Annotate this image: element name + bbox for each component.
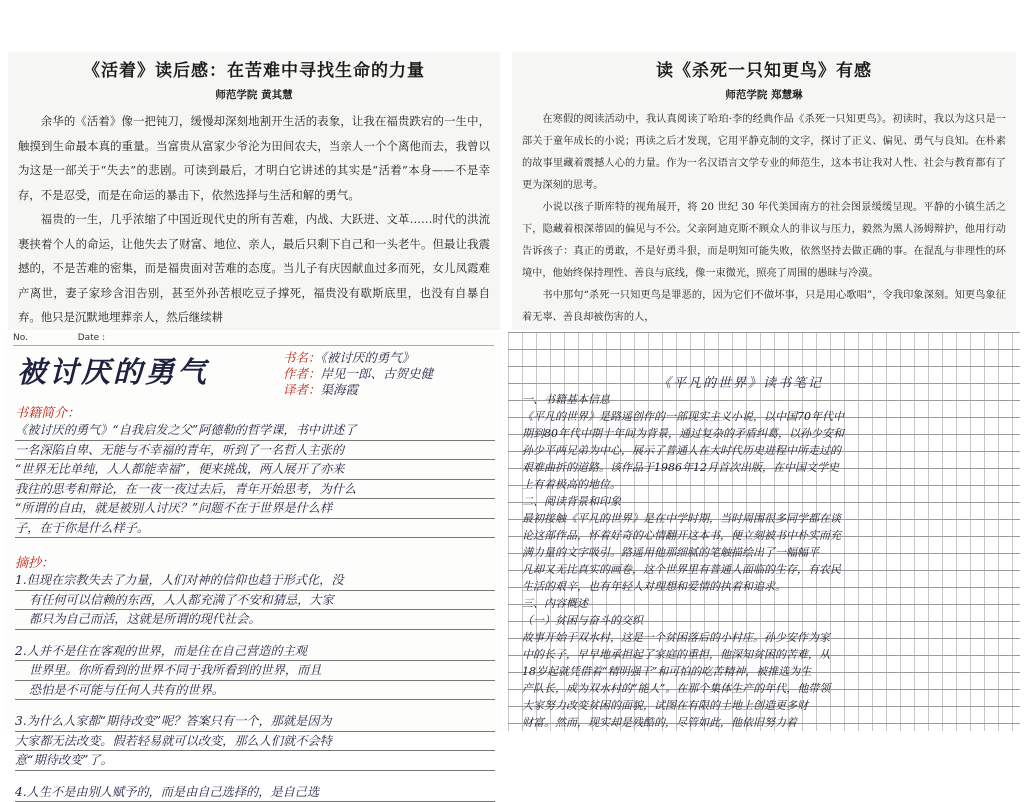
intro-line: 一名深陷自卑、无能与不幸福的青年，听到了一名哲人主张的 <box>15 441 495 461</box>
excerpt-line: 1.但现在宗教失去了力量，人们对神的信仰也趋于形式化，没 <box>15 571 495 591</box>
essay-title: 《活着》读后感：在苦难中寻找生命的力量 <box>18 56 490 81</box>
essay-to-live <box>8 52 500 330</box>
grid-line: 一、书籍基本信息 <box>522 391 1014 408</box>
essay-paragraph: 余华的《活着》像一把钝刀，缓慢却深刻地割开生活的表象，让我在福贵跌宕的一生中，触摸到生命最本真的重量。当富贵从富家少爷沦为田间农夫，当亲人一个个离他而去，我曾以为这是一部关于“失去”的悲剧。可读到最后，才明白它讲述的其实是“活着”本身——不是幸存，不是忍受，而是在命运的暴击下，依然选择与生活和解的勇气。 <box>18 109 490 207</box>
essay-paragraph: 书中那句“杀死一只知更鸟是罪恶的，因为它们不做坏事，只是用心歌唱”，令我印象深刻。知更鸟象征着无辜、善良却被伤害的人， <box>522 285 1006 329</box>
intro-line: 我往的思考和辩论，在一夜一夜过去后，青年开始思考，为什么 <box>15 480 495 500</box>
excerpt-line: 3.为什么人家都“期待改变”呢？答案只有一个，那就是因为 <box>15 712 495 732</box>
essay-paragraph: 福贵的一生，几乎浓缩了中国近现代史的所有苦难，内战、大跃进、文革……时代的洪流裹挟着个人的命运，让他失去了财富、地位、亲人，最后只剩下自己和一头老牛。但最让我震撼的，不是苦难的密集，而是福贵面对苦难的态度。当儿子有庆因献血过多而死，女儿凤霞难产离世，妻子家珍含泪告别，甚至外孙苦根吃豆子撑死，福贵没有歇斯底里，也没有自暴自弃。他只是沉默地埋葬亲人，然后继续耕 <box>18 207 490 330</box>
grid-line: 《平凡的世界》是路遥创作的一部现实主义小说，以中国70年代中 <box>522 408 1014 425</box>
grid-line: （一）贫困与奋斗的交织 <box>522 612 1014 629</box>
meta-row: 书名：《被讨厌的勇气》 <box>283 350 433 366</box>
intro-line: 《被讨厌的勇气》“自我启发之父”阿德勒的哲学课，书中讲述了 <box>15 421 495 441</box>
essay-title: 读《杀死一只知更鸟》有感 <box>522 56 1006 81</box>
excerpt-line: 有任何可以信赖的东西，人人都充满了不安和猜忌，大家 <box>15 591 495 611</box>
grid-line: 大家努力改变贫困的面貌，试图在有限的土地上创造更多财 <box>522 697 1014 714</box>
meta-row: 作者：岸见一郎、古贺史健 <box>283 366 433 382</box>
note-body <box>15 402 495 802</box>
grid-line: 满力量的文字吸引。路遥用他那细腻的笔触描绘出了一幅幅平 <box>522 544 1014 561</box>
essay-author: 师范学院 郑慧琳 <box>522 87 1006 102</box>
grid-line: 故事开始于双水村，这是一个贫困落后的小村庄。孙少安作为家 <box>522 629 1014 646</box>
intro-line: “世界无比单纯，人人都能幸福”，便来挑战，两人展开了亦来 <box>15 460 495 480</box>
meta-row: 译者：渠海霞 <box>283 382 433 398</box>
grid-line: 生活的艰辛，也有年轻人对理想和爱情的执着和追求。 <box>522 578 1014 595</box>
grid-line: 凡却又无比真实的画卷，这个世界里有普通人面临的生存，有农民 <box>522 561 1014 578</box>
note-courage-to-be-disliked <box>5 332 502 731</box>
excerpt-line: 都只为自己而活，这就是所谓的现代社会。 <box>15 610 495 630</box>
grid-line: 二、阅读背景和印象 <box>522 493 1014 510</box>
grid-line: 18岁起就凭借着“精明强干”和可怕的吃苦精神，被推选为生 <box>522 663 1014 680</box>
essay-author: 师范学院 黄其慧 <box>18 87 490 102</box>
excerpt-line: 大家都无法改变。假若轻易就可以改变，那么人们就不会特 <box>15 732 495 752</box>
excerpt-line: 意“期待改变”了。 <box>15 751 495 771</box>
book-meta <box>283 350 433 398</box>
intro-heading: 书籍简介： <box>15 402 495 421</box>
grid-line: 艰难曲折的道路。该作品于1986年12月首次出版，在中国文学史 <box>522 459 1014 476</box>
grid-line: 最初接触《平凡的世界》是在中学时期，当时周围很多同学都在谈 <box>522 510 1014 527</box>
date-label: Date : <box>78 333 105 343</box>
grid-line: 中的长子，早早地承担起了家庭的重担，他深知贫困的苦难，从 <box>522 646 1014 663</box>
intro-line: 子，在于你是什么样子。 <box>15 519 495 539</box>
grid-line: 期到80年代中期十年间为背景，通过复杂的矛盾纠葛，以孙少安和 <box>522 425 1014 442</box>
intro-line: “所谓的自由，就是被别人讨厌？”问题不在于世界是什么样 <box>15 499 495 519</box>
essay-paragraph: 在寒假的阅读活动中，我认真阅读了哈珀·李的经典作品《杀死一只知更鸟》。初读时，我以为这只是一部关于童年成长的小说；再读之后才发现，它用平静克制的文字，探讨了正义、偏见、勇气与良知。在朴素的故事里藏着震撼人心的力量。作为一名汉语言文学专业的师范生，这本书让我对人性、社会与教育都有了更为深刻的思考。 <box>522 109 1006 197</box>
grid-note-title: 《平凡的世界》读书笔记 <box>658 372 823 391</box>
essay-mockingbird <box>512 52 1016 330</box>
excerpt-heading: 摘抄： <box>15 552 495 571</box>
note-ordinary-world <box>508 332 1020 731</box>
grid-line: 三、内容概述 <box>522 595 1014 612</box>
note-big-title: 被讨厌的勇气 <box>17 350 209 391</box>
excerpt-line: 4.人生不是由别人赋予的，而是由自己选择的，是自己选 <box>15 783 495 802</box>
excerpt-line: 世界里。你所看到的世界不同于我所看到的世界，而且 <box>15 661 495 681</box>
grid-line: 产队长，成为双水村的“能人”。在那个集体生产的年代，他带领 <box>522 680 1014 697</box>
grid-note-body <box>522 391 1014 731</box>
grid-line: 孙少平两兄弟为中心，展示了普通人在大时代历史进程中所走过的 <box>522 442 1014 459</box>
excerpt-line: 恐怕是不可能与任何人共有的世界。 <box>15 681 495 701</box>
excerpt-line: 2.人并不是住在客观的世界，而是住在自己营造的主观 <box>15 642 495 662</box>
no-label: No. <box>13 333 28 343</box>
essay-paragraph: 小说以孩子斯库特的视角展开，将 20 世纪 30 年代美国南方的社会图景缓缓呈现。平静的小镇生活之下，隐藏着根深蒂固的偏见与不公。父亲阿迪克斯不顾众人的非议与压力，毅然为黑人汤姆辩护，他用行动告诉孩子：真正的勇敢，不是好勇斗狠，而是明知可能失败，依然坚持去做正确的事。在混乱与非理性的环境中，他始终保持理性、善良与底线，像一束微光，照亮了周围的愚昧与冷漠。 <box>522 197 1006 285</box>
grid-line: 财富。然而，现实却是残酷的，尽管如此，他依旧努力着 <box>522 714 1014 731</box>
grid-line: 论这部作品，怀着好奇的心情翻开这本书，便立刻被书中朴实而充 <box>522 527 1014 544</box>
note-header <box>13 332 494 346</box>
grid-line: 上有着极高的地位。 <box>522 476 1014 493</box>
